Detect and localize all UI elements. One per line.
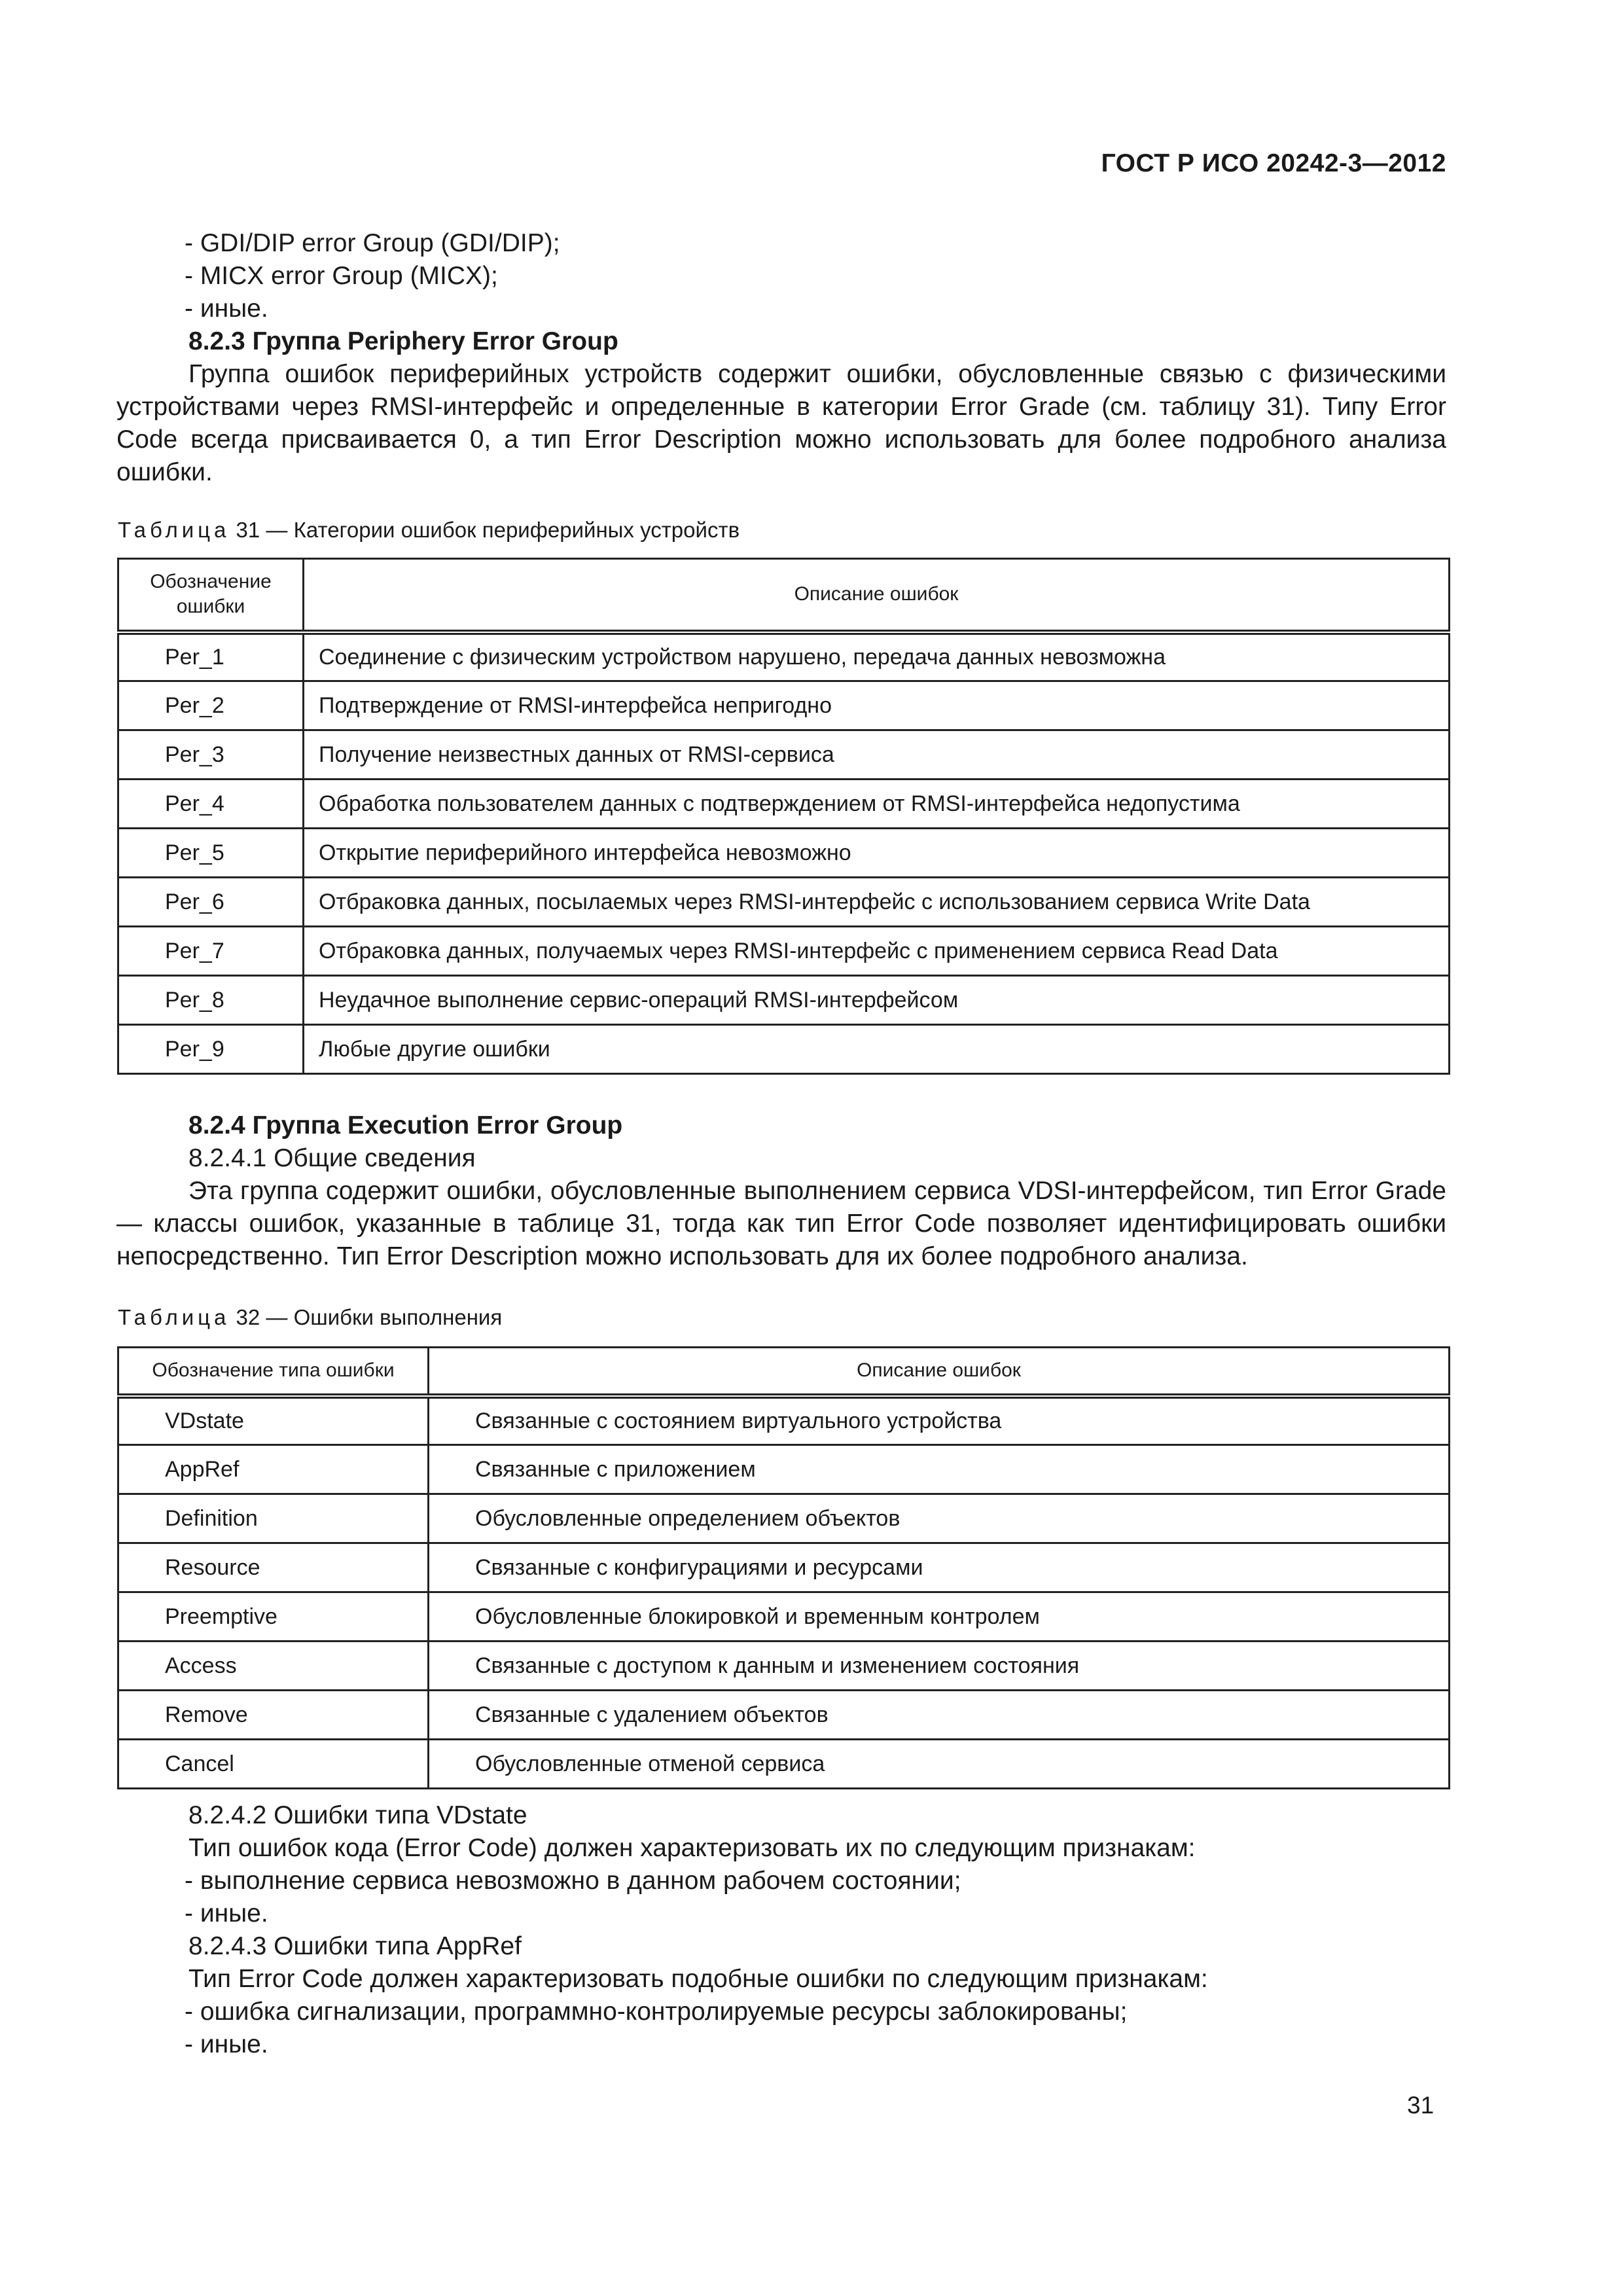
- table-row: [118, 730, 1450, 780]
- list-item: - GDI/DIP error Group (GDI/DIP);: [185, 229, 560, 257]
- error-code-cell: Per_6: [118, 878, 304, 927]
- error-type-cell: VDstate: [118, 1396, 429, 1445]
- error-desc-cell: Обработка пользователем данных с подтверждением от RMSI-интерфейса недопустима: [304, 780, 1450, 829]
- error-desc-cell: Связанные с состоянием виртуального устройства: [429, 1396, 1450, 1445]
- error-desc-cell: Получение неизвестных данных от RMSI-сервиса: [304, 730, 1450, 780]
- error-code-cell: Per_1: [118, 632, 304, 681]
- error-code-cell: Per_2: [118, 681, 304, 730]
- caption-text: 32 — Ошибки выполнения: [230, 1305, 503, 1329]
- error-type-cell: Access: [118, 1641, 429, 1691]
- list-item: - ошибка сигнализации, программно-контролируемые ресурсы заблокированы;: [185, 1998, 1128, 2026]
- error-type-cell: AppRef: [118, 1445, 429, 1494]
- error-desc-cell: Обусловленные определением объектов: [429, 1494, 1450, 1543]
- subsection-heading-8-2-4-1: 8.2.4.1 Общие сведения: [188, 1144, 476, 1172]
- error-type-cell: Remove: [118, 1691, 429, 1740]
- section-paragraph-8-2-3: [116, 358, 1446, 489]
- error-code-cell: Per_8: [118, 976, 304, 1025]
- table-row: [118, 927, 1450, 976]
- paragraph-text: Группа ошибок периферийных устройств содержит ошибки, обусловленные связью с физическими устройствами через RMSI-интерфейс и определенные в категории Error Grade (см. таблицу 31). Типу Error Code всегда присваивается 0, а тип Error Description можно использовать для более подробного анализа ошибки.: [116, 360, 1446, 486]
- subsection-heading-8-2-4-2: 8.2.4.2 Ошибки типа VDstate: [188, 1801, 527, 1829]
- error-desc-cell: Подтверждение от RMSI-интерфейса непригодно: [304, 681, 1450, 730]
- table-row: [118, 1641, 1450, 1691]
- body-line: Тип Error Code должен характеризовать подобные ошибки по следующим признакам:: [188, 1965, 1208, 1993]
- table-row: [118, 681, 1450, 730]
- error-desc-cell: Отбраковка данных, получаемых через RMSI-интерфейс с применением сервиса Read Data: [304, 927, 1450, 976]
- error-desc-cell: Любые другие ошибки: [304, 1025, 1450, 1074]
- table-row: [118, 829, 1450, 878]
- error-desc-cell: Связанные с доступом к данным и изменением состояния: [429, 1641, 1450, 1691]
- table-header-desc: Описание ошибок: [304, 559, 1450, 632]
- caption-text: 31 — Категории ошибок периферийных устройств: [230, 518, 740, 542]
- error-desc-cell: Обусловленные блокировкой и временным контролем: [429, 1592, 1450, 1641]
- error-desc-cell: Связанные с конфигурациями и ресурсами: [429, 1543, 1450, 1592]
- list-item: - иные.: [185, 1899, 268, 1928]
- error-desc-cell: Соединение с физическим устройством нарушено, передача данных невозможна: [304, 632, 1450, 681]
- list-item: - иные.: [185, 2030, 268, 2058]
- body-line: Тип ошибок кода (Error Code) должен характеризовать их по следующим признакам:: [188, 1834, 1196, 1862]
- table-32-caption: [118, 1305, 502, 1330]
- table-row: [118, 1396, 1450, 1445]
- table-row: [118, 1445, 1450, 1494]
- error-code-cell: Per_7: [118, 927, 304, 976]
- list-item: - MICX error Group (MICX);: [185, 262, 498, 290]
- error-desc-cell: Обусловленные отменой сервиса: [429, 1740, 1450, 1789]
- table-row: [118, 1592, 1450, 1641]
- error-desc-cell: Открытие периферийного интерфейса невозможно: [304, 829, 1450, 878]
- subsection-heading-8-2-4-3: 8.2.4.3 Ошибки типа AppRef: [188, 1932, 522, 1960]
- table-row: [118, 878, 1450, 927]
- table-row: [118, 780, 1450, 829]
- table-row: [118, 1740, 1450, 1789]
- error-code-cell: Per_5: [118, 829, 304, 878]
- section-paragraph-8-2-4: [116, 1175, 1446, 1273]
- error-code-cell: Per_3: [118, 730, 304, 780]
- table-row: [118, 632, 1450, 681]
- table-row: [118, 976, 1450, 1025]
- table-31: [117, 558, 1450, 1075]
- section-heading-8-2-4: 8.2.4 Группа Execution Error Group: [188, 1111, 623, 1139]
- list-item: - иные.: [185, 295, 268, 323]
- page-number: 31: [1407, 2092, 1435, 2119]
- list-item: - выполнение сервиса невозможно в данном рабочем состоянии;: [185, 1867, 961, 1895]
- document-header: ГОСТ Р ИСО 20242-3—2012: [1101, 149, 1446, 177]
- table-31-caption: [118, 518, 740, 543]
- table-header-code: Обозначение ошибки: [118, 559, 304, 632]
- error-code-cell: Per_9: [118, 1025, 304, 1074]
- table-row: [118, 1025, 1450, 1074]
- table-row: [118, 1691, 1450, 1740]
- paragraph-text: Эта группа содержит ошибки, обусловленные выполнением сервиса VDSI-интерфейсом, тип Error Grade — классы ошибок, указанные в таблице 31, тогда как тип Error Code позволяет идентифицировать ошибки непосредственно. Тип Error Description можно использовать для их более подробного анализа.: [116, 1177, 1446, 1270]
- table-row: [118, 1543, 1450, 1592]
- error-desc-cell: Неудачное выполнение сервис-операций RMSI-интерфейсом: [304, 976, 1450, 1025]
- error-type-cell: Definition: [118, 1494, 429, 1543]
- error-code-cell: Per_4: [118, 780, 304, 829]
- error-desc-cell: Отбраковка данных, посылаемых через RMSI-интерфейс с использованием сервиса Write Data: [304, 878, 1450, 927]
- table-row: [118, 1494, 1450, 1543]
- error-desc-cell: Связанные с приложением: [429, 1445, 1450, 1494]
- table-header-code: Обозначение типа ошибки: [118, 1348, 429, 1396]
- error-desc-cell: Связанные с удалением объектов: [429, 1691, 1450, 1740]
- table-header-desc: Описание ошибок: [429, 1348, 1450, 1396]
- error-type-cell: Preemptive: [118, 1592, 429, 1641]
- error-type-cell: Resource: [118, 1543, 429, 1592]
- table-32: [117, 1346, 1450, 1789]
- section-heading-8-2-3: 8.2.3 Группа Periphery Error Group: [188, 327, 618, 355]
- error-type-cell: Cancel: [118, 1740, 429, 1789]
- caption-prefix: Таблица: [118, 518, 230, 542]
- caption-prefix: Таблица: [118, 1305, 230, 1329]
